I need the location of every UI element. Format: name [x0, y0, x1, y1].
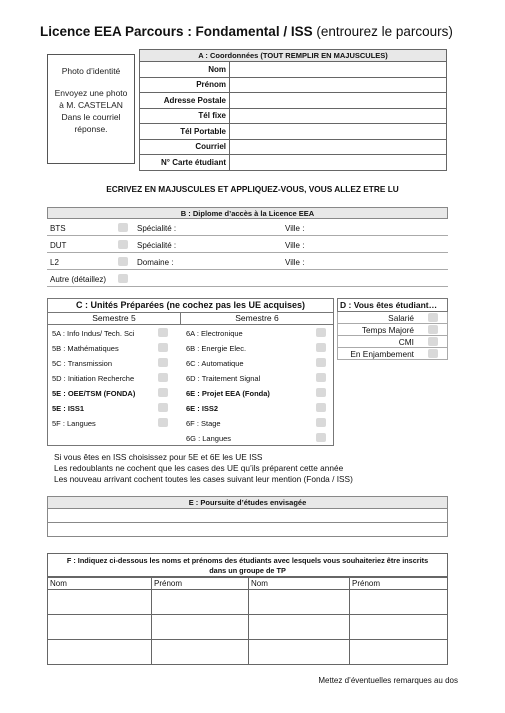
nom-cell[interactable]	[48, 590, 152, 615]
photo-instructions: Envoyez une photo à M. CASTELAN Dans le courriel réponse.	[54, 88, 128, 134]
field-label: Tél fixe	[140, 108, 230, 124]
ue-checkbox-s5[interactable]	[158, 328, 168, 337]
ue-label-s6: 6D : Traitement Signal	[186, 374, 261, 383]
ue-row	[48, 415, 333, 430]
photo-label: Photo d’identité	[61, 66, 121, 76]
ue-label-s5: 5E : ISS1	[52, 404, 85, 413]
nom-cell[interactable]	[48, 615, 152, 640]
form-title	[40, 24, 480, 39]
section-e-line[interactable]	[47, 523, 448, 537]
ue-checkbox-s6[interactable]	[316, 418, 326, 427]
status-checkbox[interactable]	[428, 313, 438, 322]
nom-cell[interactable]	[249, 590, 350, 615]
field-input[interactable]	[230, 77, 447, 93]
field-label: Courriel	[140, 139, 230, 155]
note-line: Les nouveau arrivant cochent toutes les cases suivant leur mention (Fonda / ISS)	[54, 474, 353, 484]
section-f	[47, 553, 448, 665]
ue-checkbox-s6[interactable]	[316, 343, 326, 352]
ue-label-s5: 5D : Initiation Recherche	[52, 374, 135, 383]
section-a-header: A : Coordonnées (TOUT REMPLIR EN MAJUSCULES)	[140, 50, 447, 62]
field-label: N° Carte étudiant	[140, 155, 230, 171]
nom-cell[interactable]	[249, 640, 350, 665]
status-row	[337, 312, 448, 324]
diploma-label: Autre (détaillez)	[50, 275, 107, 284]
ue-label-s5: 5E : OEE/TSM (FONDA)	[52, 389, 136, 398]
section-c-header: C : Unités Préparées (ne cochez pas les UE acquises)	[47, 298, 334, 312]
diploma-row	[47, 219, 448, 236]
status-label: Salarié	[388, 313, 414, 323]
ue-checkbox-s5[interactable]	[158, 358, 168, 367]
diploma-checkbox[interactable]	[118, 223, 128, 232]
status-checkbox[interactable]	[428, 337, 438, 346]
diploma-ville-label: Ville :	[285, 241, 305, 250]
ue-label-s6: 6A : Electronique	[186, 329, 243, 338]
ue-row	[48, 355, 333, 370]
nom-cell[interactable]	[48, 640, 152, 665]
form-title-rest: (entrourez le parcours)	[312, 24, 453, 39]
diploma-field-label: Spécialité :	[137, 241, 177, 250]
ue-row	[48, 430, 333, 445]
ue-checkbox-s6[interactable]	[316, 433, 326, 442]
section-f-table	[47, 577, 448, 665]
ue-row	[48, 400, 333, 415]
status-checkbox[interactable]	[428, 349, 438, 358]
diploma-ville-label: Ville :	[285, 258, 305, 267]
ue-label-s6: 6C : Automatique	[186, 359, 244, 368]
status-row	[337, 336, 448, 348]
prenom-cell[interactable]	[152, 590, 249, 615]
uppercase-notice: ECRIVEZ EN MAJUSCULES ET APPLIQUEZ-VOUS, VOUS ALLEZ ETRE LU	[106, 184, 399, 194]
nom-cell[interactable]	[249, 615, 350, 640]
ue-checkbox-s6[interactable]	[316, 373, 326, 382]
semester-6-title: Semestre 6	[235, 313, 279, 323]
diploma-label: DUT	[50, 241, 67, 250]
semester-5-title: Semestre 5	[48, 313, 181, 324]
ue-row	[48, 340, 333, 355]
diploma-label: BTS	[50, 224, 66, 233]
ue-checkbox-s5[interactable]	[158, 343, 168, 352]
section-e-header: E : Poursuite d’études envisagée	[47, 496, 448, 509]
ue-checkbox-s6[interactable]	[316, 358, 326, 367]
field-input[interactable]	[230, 155, 447, 171]
diploma-row	[47, 270, 448, 287]
ue-label-s6: 6E : Projet EEA (Fonda)	[186, 389, 270, 398]
prenom-cell[interactable]	[152, 640, 249, 665]
ue-row	[48, 325, 333, 340]
ue-label-s6: 6E : ISS2	[186, 404, 219, 413]
instructions-notes	[54, 452, 474, 485]
diploma-row	[47, 253, 448, 270]
section-a-table	[139, 49, 447, 171]
ue-label-s6: 6B : Energie Elec.	[186, 344, 247, 353]
diploma-checkbox[interactable]	[118, 274, 128, 283]
photo-box	[47, 54, 135, 164]
prenom-cell[interactable]	[350, 590, 448, 615]
field-input[interactable]	[230, 139, 447, 155]
field-label: Nom	[140, 62, 230, 78]
ue-checkbox-s6[interactable]	[316, 328, 326, 337]
diploma-field-label: Domaine :	[137, 258, 174, 267]
ue-checkbox-s5[interactable]	[158, 388, 168, 397]
footer-remark: Mettez d’éventuelles remarques au dos	[318, 676, 458, 685]
status-row	[337, 324, 448, 336]
field-input[interactable]	[230, 124, 447, 140]
prenom-cell[interactable]	[152, 615, 249, 640]
section-d	[337, 298, 448, 360]
status-label: CMI	[398, 337, 414, 347]
form-title-bold: Licence EEA Parcours : Fondamental / ISS	[40, 24, 313, 39]
ue-label-s5: 5A : Info Indus/ Tech. Sci	[52, 329, 135, 338]
column-header-nom: Nom	[249, 578, 350, 590]
diploma-row	[47, 236, 448, 253]
diploma-checkbox[interactable]	[118, 240, 128, 249]
field-input[interactable]	[230, 62, 447, 78]
prenom-cell[interactable]	[350, 615, 448, 640]
ue-checkbox-s6[interactable]	[316, 388, 326, 397]
ue-label-s6: 6F : Stage	[186, 419, 221, 428]
ue-row	[48, 385, 333, 400]
status-row	[337, 348, 448, 360]
column-header-prenom: Prénom	[350, 578, 448, 590]
status-label: Temps Majoré	[361, 325, 414, 335]
status-checkbox[interactable]	[428, 325, 438, 334]
ue-label-s5: 5B : Mathématiques	[52, 344, 119, 353]
section-b-header: B : Diplome d’accès à la Licence EEA	[47, 207, 448, 219]
ue-checkbox-s5[interactable]	[158, 418, 168, 427]
prenom-cell[interactable]	[350, 640, 448, 665]
section-b	[47, 207, 448, 287]
ue-label-s6: 6G : Langues	[186, 434, 232, 443]
note-line: Si vous êtes en ISS choisissez pour 5E et 6E les UE ISS	[54, 452, 263, 462]
ue-checkbox-s5[interactable]	[158, 373, 168, 382]
field-input[interactable]	[230, 93, 447, 109]
section-d-header: D : Vous êtes étudiant…	[337, 298, 448, 312]
field-label: Adresse Postale	[140, 93, 230, 109]
ue-label-s5: 5F : Langues	[52, 419, 96, 428]
field-label: Tél Portable	[140, 124, 230, 140]
diploma-ville-label: Ville :	[285, 224, 305, 233]
section-f-header: F : Indiquez ci-dessous les noms et prénoms des étudiants avec lesquels vous souhaiteriez être inscrits dans un groupe de TP	[47, 553, 448, 577]
ue-checkbox-s6[interactable]	[316, 403, 326, 412]
field-input[interactable]	[230, 108, 447, 124]
field-label: Prénom	[140, 77, 230, 93]
diploma-label: L2	[50, 258, 59, 267]
section-e-line[interactable]	[47, 509, 448, 523]
section-e	[47, 496, 448, 537]
note-line: Les redoublants ne cochent que les cases des UE qu’ils préparent cette année	[54, 463, 344, 473]
status-label: En Enjambement	[350, 349, 414, 359]
column-header-prenom: Prénom	[152, 578, 249, 590]
ue-row	[48, 370, 333, 385]
section-c	[47, 298, 334, 446]
diploma-checkbox[interactable]	[118, 257, 128, 266]
ue-checkbox-s5[interactable]	[158, 403, 168, 412]
ue-label-s5: 5C : Transmission	[52, 359, 113, 368]
column-header-nom: Nom	[48, 578, 152, 590]
diploma-field-label: Spécialité :	[137, 224, 177, 233]
